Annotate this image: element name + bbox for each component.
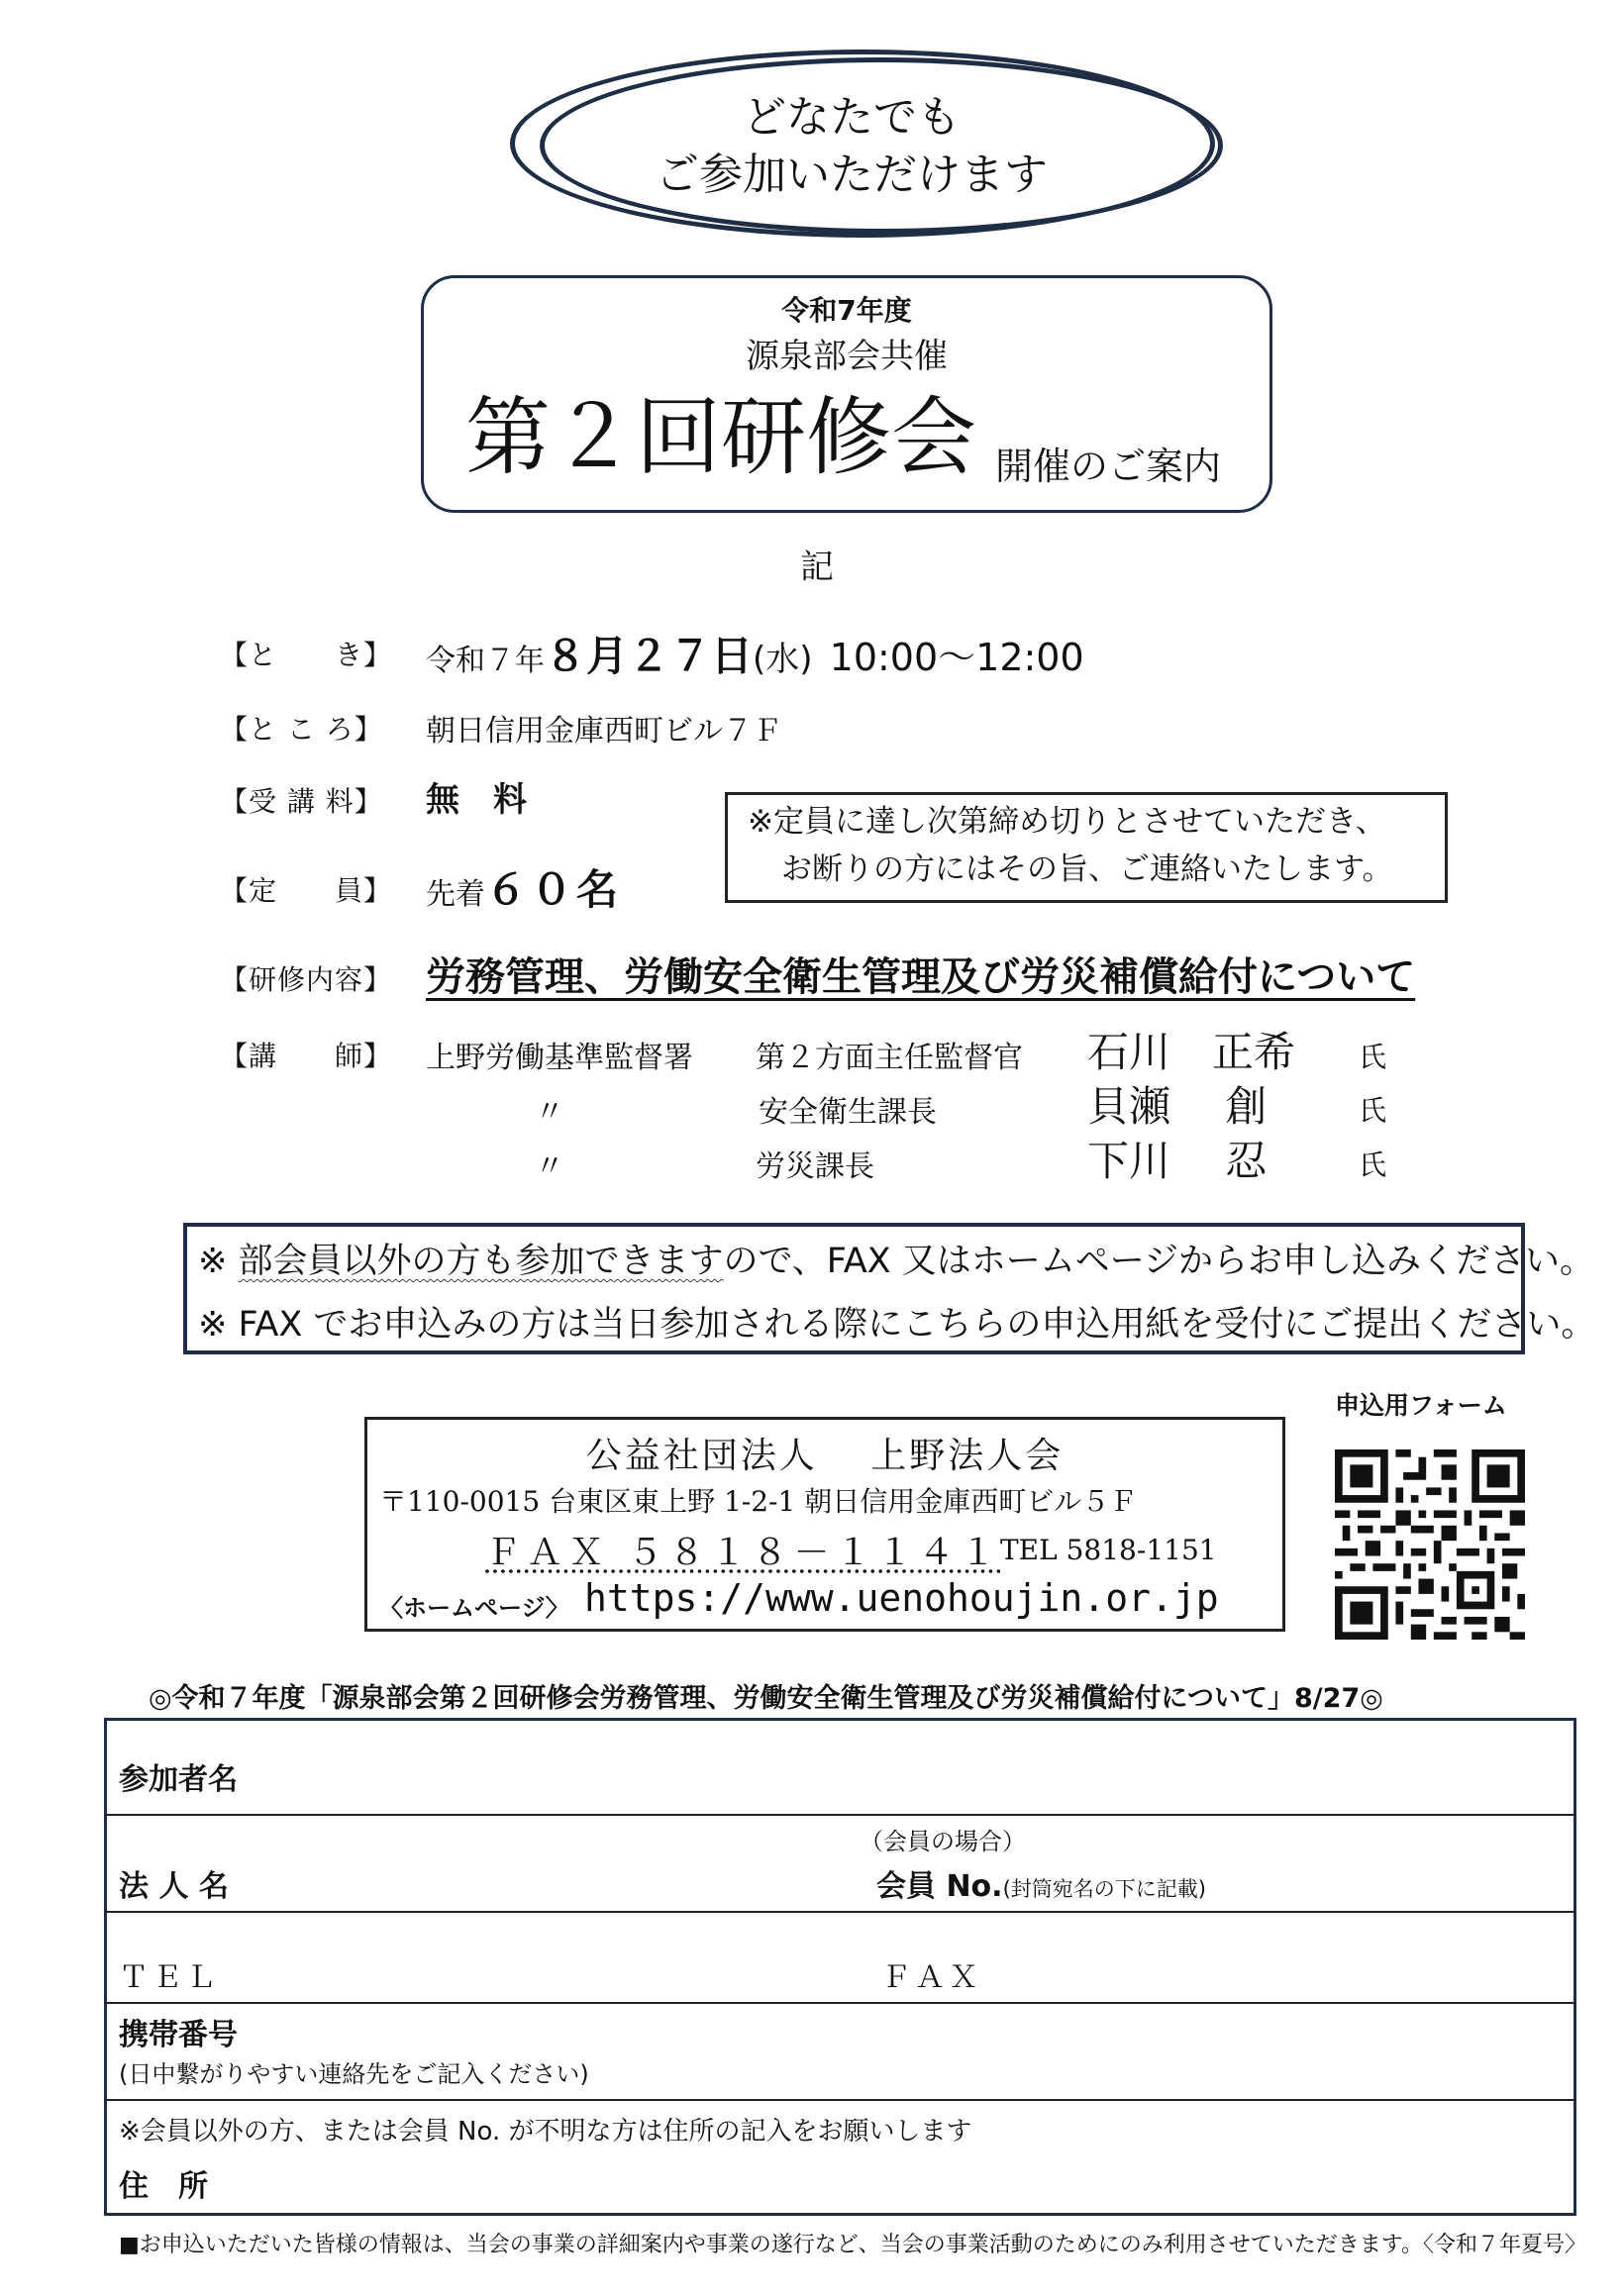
fee-value: 無 料 [426, 780, 527, 820]
form-caption: ◎令和７年度「源泉部会第２回研修会労務管理、労働安全衛生管理及び労災補償給付について」8/27◎ [149, 1683, 1383, 1714]
when-label: 【と き】 [220, 639, 393, 671]
form-divider [104, 2002, 1576, 2004]
org-name: 公益社団法人 上野法人会 [585, 1436, 1065, 1476]
capacity-value: ６０名 [485, 865, 623, 914]
where-value: 朝日信用金庫西町ビル７Ｆ [426, 714, 782, 749]
privacy-footer: ■お申込いただいた皆様の情報は、当会の事業の詳細案内や事業の遂行など、当会の事業活動のためにのみ利用させていただきます。〈令和７年夏号〉 [119, 2233, 1587, 2257]
org-address: 〒110-0015 台東区東上野 1-2-1 朝日信用金庫西町ビル５Ｆ [379, 1485, 1138, 1518]
member-notice-emphasis: 部会員以外の方も参加できます [238, 1242, 724, 1281]
lecturer-2-title: 安全衛生課長 [759, 1095, 937, 1130]
capacity-label: 【定 員】 [220, 874, 393, 907]
when-value [426, 624, 1084, 683]
title-year: 令和7年度 [781, 294, 912, 327]
lecturer-1-title: 第２方面主任監督官 [756, 1041, 1023, 1075]
when-dow: (水) [753, 640, 813, 679]
content-value: 労務管理、労働安全衛生管理及び労災補償給付について [426, 954, 1416, 1000]
homepage-link[interactable]: https://www.uenohoujin.or.jp [584, 1576, 1219, 1620]
banner-text [555, 89, 1149, 204]
notice-mark: ※ [198, 1242, 228, 1281]
notice-line2: お断りの方にはその旨、ご連絡いたします。 [781, 851, 1393, 887]
content-label: 【研修内容】 [220, 963, 393, 996]
banner-line1: どなたでも [743, 92, 961, 143]
homepage-label: 〈ホームページ〉 [379, 1594, 569, 1622]
lecturer-2-org: 〃 [535, 1095, 564, 1130]
member-notice-line1 [198, 1234, 1594, 1283]
when-date: ８月２７日 [545, 632, 754, 680]
notice-line1: ※定員に達し次第締め切りとさせていただき、 [748, 804, 1386, 840]
address-note: ※会員以外の方、または会員 No. が不明な方は住所の記入をお願いします [119, 2117, 972, 2146]
capacity-value-wrap [426, 857, 622, 917]
lecturer-3-suffix: 氏 [1359, 1148, 1387, 1181]
address-field[interactable]: 住 所 [119, 2169, 208, 2204]
mobile-field[interactable]: 携帯番号 [119, 2018, 238, 2052]
tel-field[interactable]: ＴＥＬ [119, 1960, 220, 1995]
mobile-note: (日中繋がりやすい連絡先をご記入ください) [119, 2060, 589, 2088]
member-notice-rest: ので、FAX 又はホームページからお申し込みください。 [723, 1242, 1595, 1281]
org-fax: ＦＡＸ ５８１８－１１４１ [485, 1533, 1002, 1573]
corp-name-field[interactable]: 法 人 名 [119, 1869, 229, 1904]
form-divider [104, 2099, 1576, 2101]
ki-mark: 記 [800, 548, 834, 587]
lecturer-3-title: 労災課長 [756, 1149, 874, 1184]
capacity-notice [748, 798, 1393, 893]
lecturer-1-name: 石川 正希 [1087, 1028, 1296, 1076]
member-notice-line2: ※ FAX でお申込みの方は当日参加される際にこちらの申込用紙を受付にご提出ください。 [198, 1305, 1596, 1345]
member-no-label: 会員 No. [876, 1869, 1003, 1904]
participant-field[interactable]: 参加者名 [119, 1762, 238, 1797]
banner-line2: ご参加いただけます [656, 150, 1048, 200]
capacity-prefix: 先着 [426, 877, 485, 912]
fax-field[interactable]: ＦＡＸ [881, 1960, 982, 1995]
member-no-note: (封筒宛名の下に記載) [1002, 1877, 1206, 1901]
lecturer-2-suffix: 氏 [1359, 1094, 1387, 1127]
title-cohost: 源泉部会共催 [746, 337, 948, 376]
title-sub: 開催のご案内 [995, 445, 1222, 488]
qr-caption: 申込用フォーム [1335, 1391, 1507, 1420]
lecturer-2-name: 貝瀬 創 [1087, 1082, 1268, 1131]
form-divider [104, 1911, 1576, 1913]
page-title: 第２回研修会 [465, 388, 976, 487]
lecturer-3-org: 〃 [535, 1149, 564, 1184]
when-time: 10:00～12:00 [829, 636, 1084, 679]
lecturer-1-suffix: 氏 [1359, 1041, 1387, 1073]
fee-label: 【受 講 料】 [220, 785, 383, 818]
lecturer-label: 【講 師】 [220, 1040, 393, 1072]
qr-code-icon[interactable] [1335, 1447, 1525, 1642]
org-tel: TEL 5818-1151 [1000, 1534, 1217, 1566]
lecturer-1-org: 上野労働基準監督署 [426, 1041, 693, 1075]
member-no-field[interactable] [876, 1861, 1206, 1905]
member-case-note: （会員の場合） [860, 1828, 1026, 1855]
where-label: 【と こ ろ】 [220, 713, 383, 746]
lecturer-3-name: 下川 忍 [1087, 1137, 1268, 1185]
when-prefix: 令和７年 [426, 644, 545, 678]
form-divider [104, 1814, 1576, 1816]
